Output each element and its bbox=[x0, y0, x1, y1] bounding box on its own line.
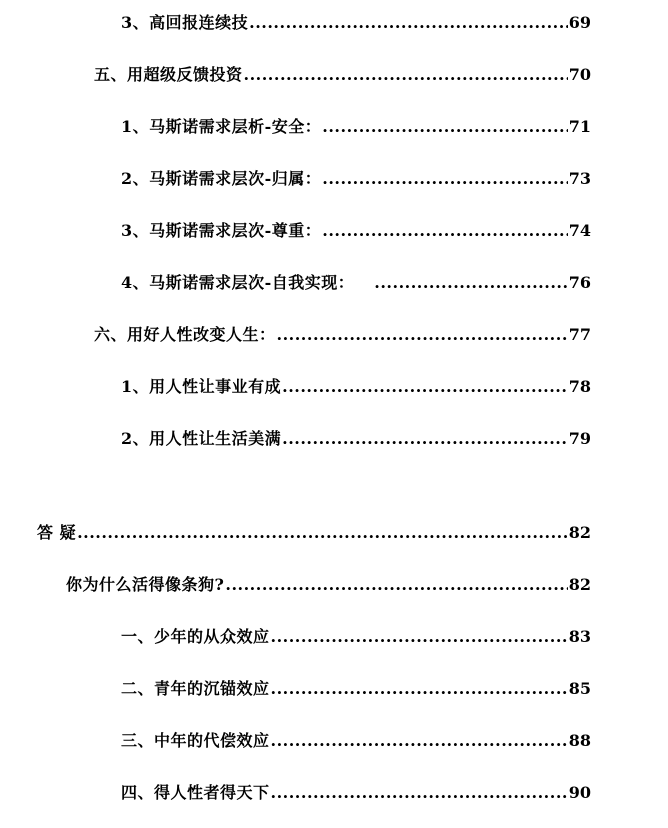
toc-entry-chenmao-xiaoying[interactable] bbox=[121, 678, 591, 700]
toc-dot-leader bbox=[271, 678, 568, 700]
toc-entry-title: 三、中年的代偿效应 bbox=[121, 731, 270, 750]
toc-dot-leader bbox=[322, 220, 567, 242]
toc-entry-title: 1、用人性让事业有成 bbox=[121, 377, 282, 396]
toc-entry-title: 一、少年的从众效应 bbox=[121, 627, 270, 646]
toc-entry-title: 你为什么活得像条狗? bbox=[66, 575, 225, 594]
toc-chapter-dayi[interactable] bbox=[37, 522, 591, 544]
toc-entry-maslow-self-actualization[interactable] bbox=[121, 272, 591, 294]
toc-page-number: 74 bbox=[568, 221, 591, 240]
toc-entry-title: 四、得人性者得天下 bbox=[121, 783, 270, 802]
toc-dot-leader bbox=[322, 168, 567, 190]
toc-entry-title: 二、青年的沉锚效应 bbox=[121, 679, 270, 698]
toc-page-number: 90 bbox=[568, 783, 591, 802]
toc-entry-title: 1、马斯诺需求层析-安全： bbox=[121, 117, 322, 136]
toc-dot-leader bbox=[249, 12, 568, 34]
toc-entry-daichang-xiaoying[interactable] bbox=[121, 730, 591, 752]
toc-page-number: 78 bbox=[568, 377, 591, 396]
toc-page-number: 88 bbox=[568, 731, 591, 750]
toc-entry-title: 五、用超级反馈投资 bbox=[94, 65, 243, 84]
toc-page-number: 82 bbox=[568, 575, 591, 594]
toc-entry-renxing-shiye[interactable] bbox=[121, 376, 591, 398]
toc-dot-leader bbox=[244, 64, 568, 86]
toc-entry-title: 3、马斯诺需求层次-尊重： bbox=[121, 221, 322, 240]
toc-page-number: 71 bbox=[568, 117, 591, 136]
toc-entry-maslow-esteem[interactable] bbox=[121, 220, 591, 242]
toc-page-number: 83 bbox=[568, 627, 591, 646]
toc-entry-title: 答 疑 bbox=[37, 523, 77, 542]
toc-dot-leader bbox=[271, 730, 568, 752]
toc-page-number: 85 bbox=[568, 679, 591, 698]
toc-entry-title: 3、高回报连续技 bbox=[121, 13, 249, 32]
toc-entry-congzhong-xiaoying[interactable] bbox=[121, 626, 591, 648]
toc-dot-leader bbox=[282, 376, 568, 398]
toc-page-number: 77 bbox=[568, 325, 591, 344]
toc-page-number: 70 bbox=[568, 65, 591, 84]
toc-section-huode-xiang-tiaogou[interactable] bbox=[66, 574, 591, 596]
toc-entry-title: 4、马斯诺需求层次-自我实现： bbox=[121, 273, 355, 292]
toc-entry-gaohuibao-lianxuji[interactable] bbox=[121, 12, 591, 34]
toc-dot-leader bbox=[271, 626, 568, 648]
toc-dot-leader bbox=[277, 324, 568, 346]
toc-entry-title: 2、马斯诺需求层次-归属： bbox=[121, 169, 322, 188]
toc-dot-leader bbox=[77, 522, 568, 544]
toc-entry-renxing-shenghuo[interactable] bbox=[121, 428, 591, 450]
toc-page-number: 76 bbox=[568, 273, 591, 292]
toc-dot-leader bbox=[282, 428, 568, 450]
toc-page-number: 79 bbox=[568, 429, 591, 448]
toc-dot-leader bbox=[322, 116, 567, 138]
toc-entry-title: 六、用好人性改变人生： bbox=[94, 325, 276, 344]
toc-dot-leader bbox=[374, 272, 567, 294]
toc-entry-maslow-safety[interactable] bbox=[121, 116, 591, 138]
toc-entry-de-renxing-zhe-de-tianxia[interactable] bbox=[121, 782, 591, 804]
toc-entry-title: 2、用人性让生活美满 bbox=[121, 429, 282, 448]
toc-page-number: 73 bbox=[568, 169, 591, 188]
toc-section-chaoji-fankui-touzi[interactable] bbox=[94, 64, 591, 86]
toc-dot-leader bbox=[271, 782, 568, 804]
toc-dot-leader bbox=[225, 574, 567, 596]
toc-page-number: 69 bbox=[568, 13, 591, 32]
toc-section-renxing-gaibian-rensheng[interactable] bbox=[94, 324, 591, 346]
toc-entry-maslow-belonging[interactable] bbox=[121, 168, 591, 190]
toc-page-number: 82 bbox=[568, 523, 591, 542]
